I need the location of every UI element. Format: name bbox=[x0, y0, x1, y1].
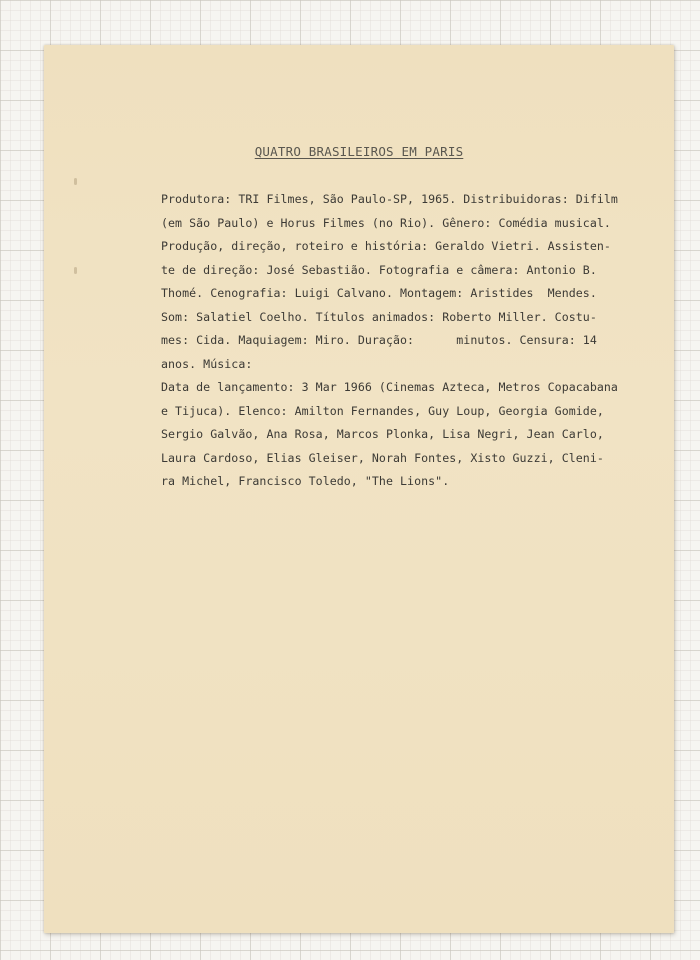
document-title: QUATRO BRASILEIROS EM PARIS bbox=[254, 144, 464, 159]
text-line: e Tijuca). Elenco: Amilton Fernandes, Guy Loup, Georgia Gomide, bbox=[161, 403, 604, 418]
text-line: te de direção: José Sebastião. Fotografia e câmera: Antonio B. bbox=[161, 262, 597, 277]
text-line: mes: Cida. Maquiagem: Miro. Duração: minutos. Censura: 14 bbox=[161, 333, 597, 347]
text-line: Data de lançamento: 3 Mar 1966 (Cinemas Azteca, Metros Copacabana bbox=[161, 380, 618, 394]
film-credits-paragraph bbox=[161, 188, 651, 494]
text-line: Laura Cardoso, Elias Gleiser, Norah Fontes, Xisto Guzzi, Cleni- bbox=[161, 450, 604, 465]
text-line: Produtora: TRI Filmes, São Paulo-SP, 1965. Distribuidoras: Difilm bbox=[161, 192, 618, 206]
paper-mark bbox=[74, 178, 77, 185]
text-line: (em São Paulo) e Horus Filmes (no Rio). Gênero: Comédia musical. bbox=[161, 215, 611, 230]
paper-mark bbox=[74, 267, 77, 274]
text-line: Produção, direção, roteiro e história: Geraldo Vietri. Assisten- bbox=[161, 239, 611, 253]
text-line: Thomé. Cenografia: Luigi Calvano. Montagem: Aristides Mendes. bbox=[161, 286, 597, 300]
text-line: anos. Música: bbox=[161, 356, 253, 371]
text-line: Som: Salatiel Coelho. Títulos animados: Roberto Miller. Costu- bbox=[161, 309, 597, 324]
text-line: ra Michel, Francisco Toledo, "The Lions". bbox=[161, 474, 450, 488]
text-line: Sergio Galvão, Ana Rosa, Marcos Plonka, Lisa Negri, Jean Carlo, bbox=[161, 427, 604, 441]
typewritten-sheet bbox=[44, 45, 674, 933]
